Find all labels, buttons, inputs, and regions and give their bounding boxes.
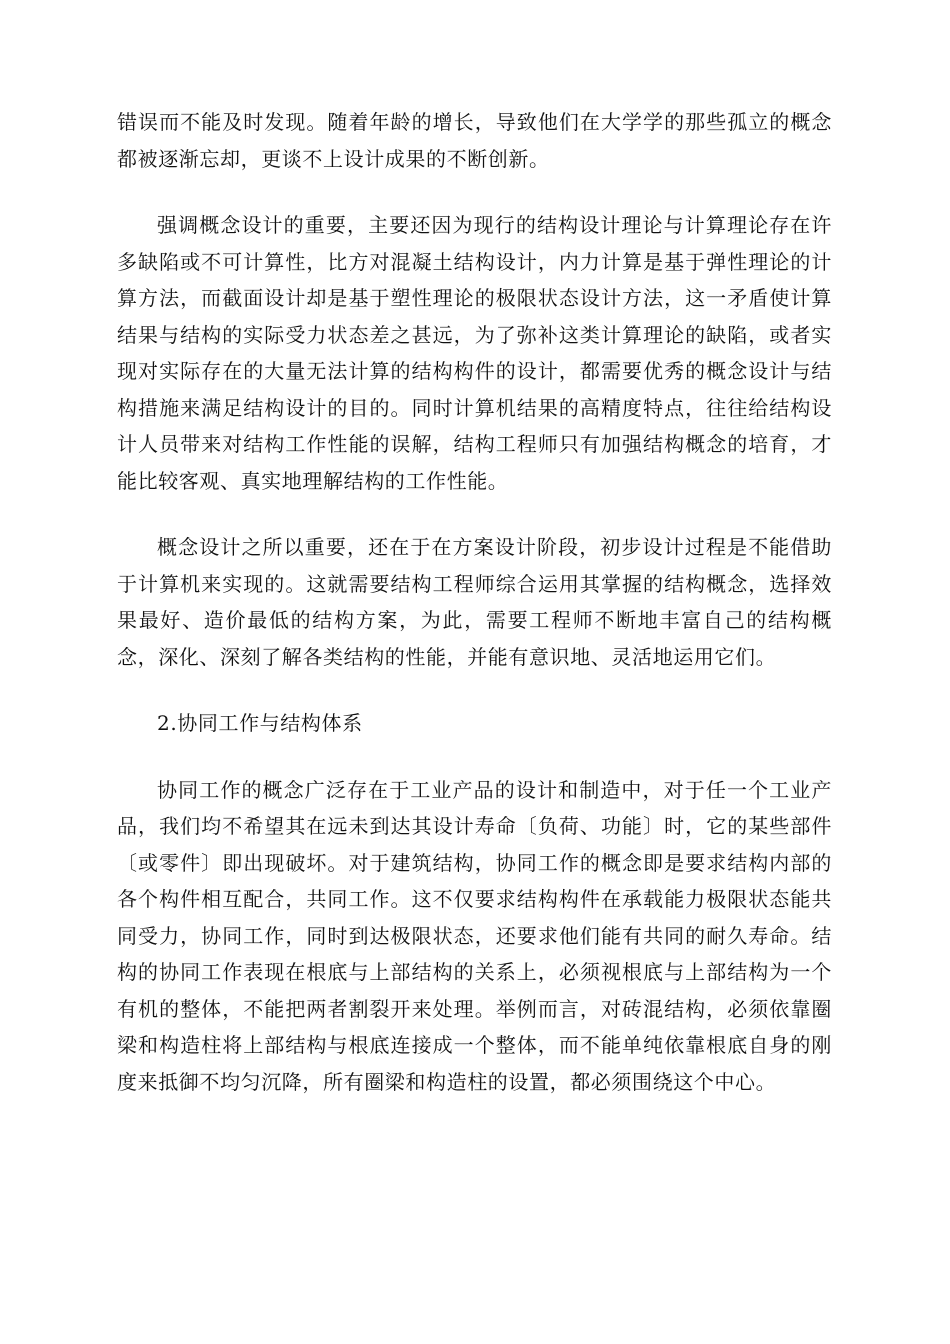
section-heading: 2.协同工作与结构体系 <box>157 711 363 735</box>
paragraph-scheme-design-stage: 概念设计之所以重要，还在于在方案设计阶段，初步设计过程是不能借助于计算机来实现的。这就需要结构工程师综合运用其掌握的结构概念，选择效果最好、造价最低的结构方案，为此，需要工程师不断地丰富自己的结构概念，深化、深刻了解各类结构的性能，并能有意识地、灵活地运用它们。 <box>117 535 832 669</box>
paragraph-continuation: 错误而不能及时发现。随着年龄的增长，导致他们在大学学的那些孤立的概念都被逐渐忘却，更谈不上设计成果的不断创新。 <box>117 110 832 171</box>
paragraph-collaborative-work: 协同工作的概念广泛存在于工业产品的设计和制造中，对于任一个工业产品，我们均不希望其在远未到达其设计寿命〔负荷、功能〕时，它的某些部件〔或零件〕即出现破坏。对于建筑结构，协同工作的概念即是要求结构内部的各个构件相互配合，共同工作。这不仅要求结构构件在承载能力极限状态能共同受力，协同工作，同时到达极限状态，还要求他们能有共同的耐久寿命。结构的协同工作表现在根底与上部结构的关系上，必须视根底与上部结构为一个有机的整体，不能把两者割裂开来处理。举例而言，对砖混结构，必须依靠圈梁和构造柱将上部结构与根底连接成一个整体，而不能单纯依靠根底自身的刚度来抵御不均匀沉降，所有圈梁和构造柱的设置，都必须围绕这个中心。 <box>117 777 832 1094</box>
document-body <box>117 104 832 1130</box>
paragraph-concept-design-importance: 强调概念设计的重要，主要还因为现行的结构设计理论与计算理论存在许多缺陷或不可计算性，比方对混凝土结构设计，内力计算是基于弹性理论的计算方法，而截面设计却是基于塑性理论的极限状态设计方法，这一矛盾使计算结果与结构的实际受力状态差之甚远，为了弥补这类计算理论的缺陷，或者实现对实际存在的大量无法计算的结构构件的设计，都需要优秀的概念设计与结构措施来满足结构设计的目的。同时计算机结果的高精度特点，往往给结构设计人员带来对结构工作性能的误解，结构工程师只有加强结构概念的培育，才能比较客观、真实地理解结构的工作性能。 <box>117 213 832 493</box>
